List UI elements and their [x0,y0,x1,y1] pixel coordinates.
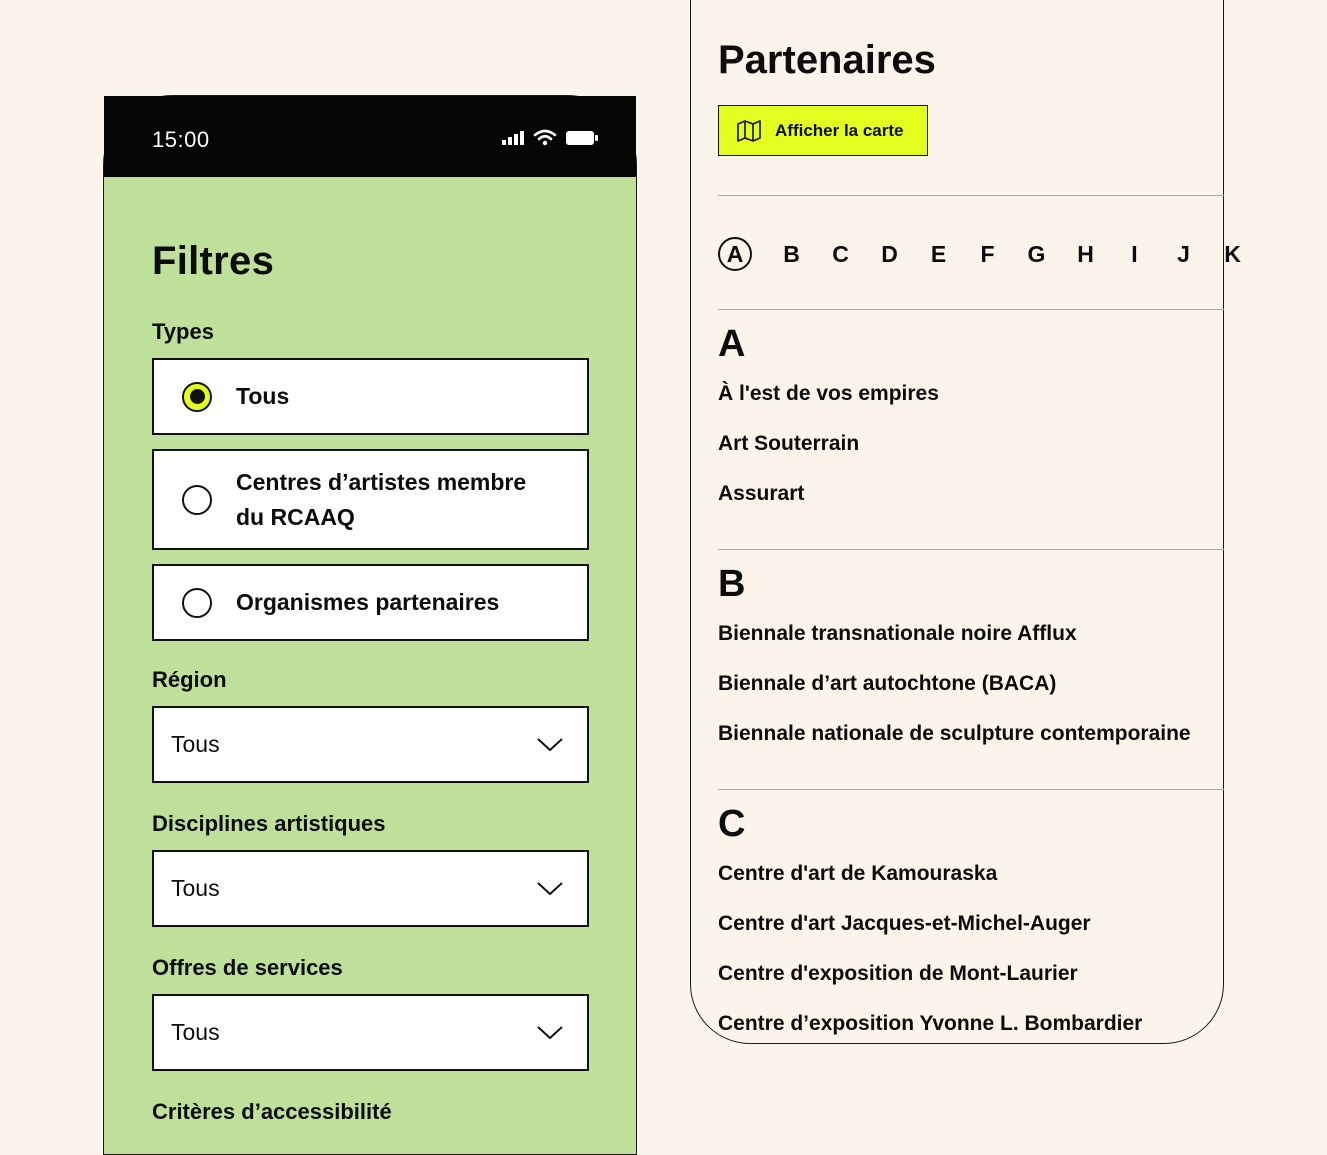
alphabet-letter-k[interactable]: K [1224,240,1241,267]
radio-label: Tous [236,383,290,409]
battery-icon [566,131,598,145]
divider [718,195,1224,196]
services-select[interactable] [152,994,589,1071]
services-value: Tous [171,1019,220,1045]
types-label: Types [152,319,214,344]
alphabet-letter-h[interactable]: H [1077,240,1094,267]
chevron-down-icon [537,1026,563,1040]
services-label: Offres de services [152,955,343,980]
partner-link[interactable]: À l'est de vos empires [718,382,939,405]
section-letter-b: B [718,563,746,605]
divider [718,549,1224,550]
accessibility-label: Critères d’accessibilité [152,1099,392,1124]
page-title: Partenaires [718,38,936,82]
radio-unchecked-icon[interactable] [182,588,212,618]
alphabet-letter-g[interactable]: G [1027,240,1046,267]
signal-icon [502,131,524,145]
radio-label: Centres d’artistes membre du RCAAQ [236,468,527,530]
partner-link[interactable]: Centre d’exposition Yvonne L. Bombardier [718,1012,1143,1035]
show-map-label: Afficher la carte [775,120,904,140]
radio-option-organismes[interactable] [152,564,589,641]
disciplines-label: Disciplines artistiques [152,811,386,836]
radio-label: Organismes partenaires [236,589,500,615]
divider [718,309,1224,310]
filters-panel [104,177,636,1125]
disciplines-value: Tous [171,875,220,901]
partner-link[interactable]: Biennale nationale de sculpture contemporaine [718,722,1191,745]
status-time: 15:00 [152,127,210,152]
alphabet-letter-j[interactable]: J [1177,240,1190,267]
filters-phone [103,95,637,1155]
partner-link[interactable]: Centre d'exposition de Mont-Laurier [718,962,1078,985]
filters-title: Filtres [152,239,275,283]
disciplines-select[interactable] [152,850,589,927]
section-letter-c: C [718,803,746,845]
region-select[interactable] [152,706,589,783]
alphabet-letter-d[interactable]: D [881,240,898,267]
section-letter-a: A [718,323,746,365]
map-icon [737,120,761,142]
show-map-button[interactable] [718,105,928,156]
chevron-down-icon [537,882,563,896]
partner-link[interactable]: Assurart [718,482,805,505]
status-bar [104,96,636,177]
alphabet-letter-b[interactable]: B [783,240,800,267]
radio-unchecked-icon[interactable] [182,485,212,515]
partners-phone [690,0,1241,1044]
chevron-down-icon [537,738,563,752]
radio-option-centres[interactable] [152,449,589,550]
radio-option-tous[interactable] [152,358,589,435]
alphabet-letter-i[interactable]: I [1131,240,1138,267]
partner-link[interactable]: Biennale transnationale noire Afflux [718,622,1077,645]
alphabet-letter-f[interactable]: F [980,240,995,267]
partner-link[interactable]: Centre d'art Jacques-et-Michel-Auger [718,912,1091,935]
radio-checked-icon[interactable] [182,382,212,412]
partner-link[interactable]: Centre d'art de Kamouraska [718,862,998,885]
partner-link[interactable]: Biennale d’art autochtone (BACA) [718,672,1057,695]
alphabet-letter-a[interactable]: A [718,237,752,271]
alphabet-letter-c[interactable]: C [832,240,849,267]
alphabet-nav [718,237,1257,271]
wifi-icon [534,130,556,146]
status-icons [502,130,598,146]
region-value: Tous [171,731,220,757]
divider [718,789,1224,790]
region-label: Région [152,667,227,692]
alphabet-letter-e[interactable]: E [930,240,947,267]
partner-link[interactable]: Art Souterrain [718,432,860,455]
